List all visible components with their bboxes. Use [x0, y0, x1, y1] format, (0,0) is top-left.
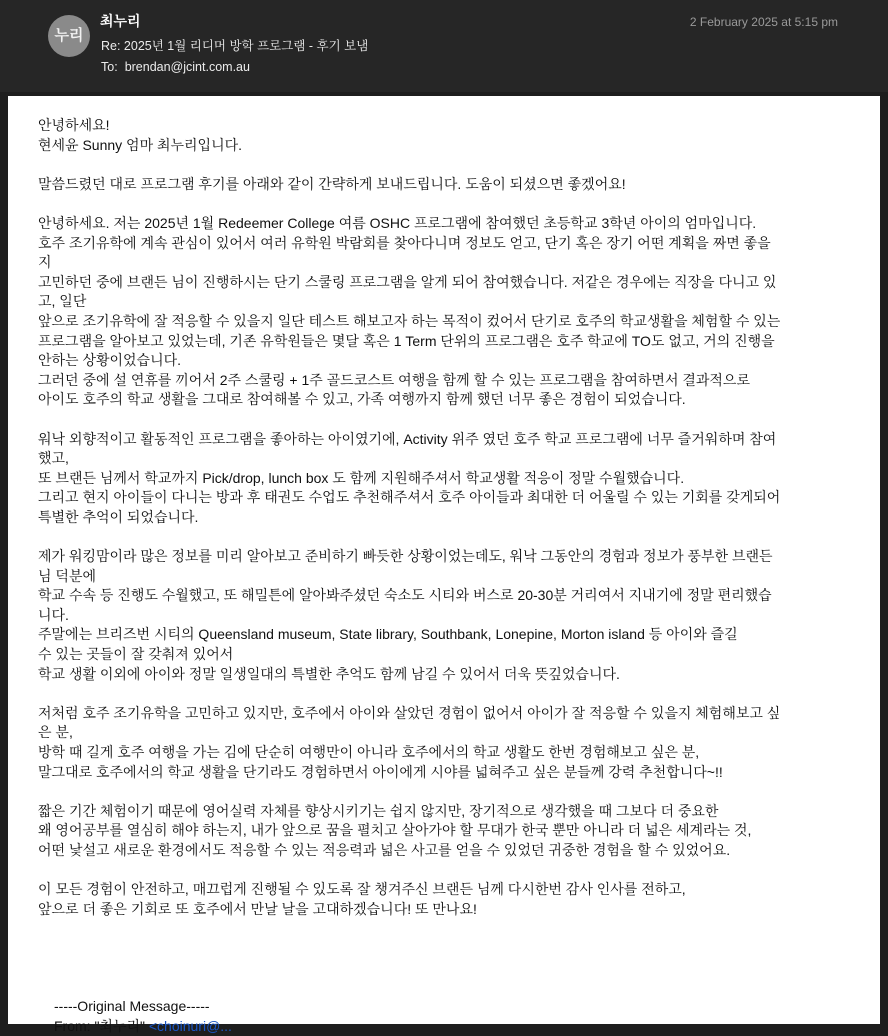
- message-line: 워낙 외향적이고 활동적인 프로그램을 좋아하는 아이였기에, Activity 위주 였던 호주 학교 프로그램에 너무 즐거워하며 참여: [38, 430, 777, 447]
- message-line: 말씀드렸던 대로 프로그램 후기를 아래와 같이 간략하게 보내드립니다. 도움이 되셨으면 좋겠어요!: [38, 175, 626, 192]
- message-line: 말그대로 호주에서의 학교 생활을 단기라도 경험하면서 아이에게 시야를 넓혀주고 싶은 분들께 강력 추천합니다~!!: [38, 763, 723, 780]
- original-from-line: [54, 1016, 232, 1036]
- message-paragraph: [38, 214, 850, 410]
- message-paragraph: [38, 430, 850, 528]
- original-from-name: "최누리": [94, 1018, 145, 1034]
- message-line: 방학 때 길게 호주 여행을 가는 김에 단순히 여행만이 아니라 호주에서의 학교 생활도 한번 경험해보고 싶은 분,: [38, 744, 700, 760]
- message-line: 아이도 호주의 학교 생활을 그대로 참여해볼 수 있고, 가족 여행까지 함께 했던 너무 좋은 경험이 되었습니다.: [38, 391, 686, 408]
- message-line: 왜 영어공부를 열심히 해야 하는지, 내가 앞으로 꿈을 펼치고 살아가야 할 무대가 한국 뿐만 아니라 더 넓은 세계라는 것,: [38, 822, 752, 839]
- message-line: 특별한 추억이 되었습니다.: [38, 508, 199, 525]
- message-line: 님 덕분에: [38, 567, 96, 584]
- original-message-divider: -----Original Message-----: [54, 998, 210, 1014]
- message-line: 지: [38, 254, 52, 271]
- message-text: [38, 116, 850, 939]
- message-line: 학교 생활 이외에 아이와 정말 일생일대의 특별한 추억도 함께 남길 수 있어서 더욱 뜻깊었습니다.: [38, 665, 620, 682]
- message-line: 니다.: [38, 606, 69, 623]
- message-line: 호주 조기유학에 계속 관심이 있어서 여러 유학원 박람회를 찾아다니며 정보도 얻고, 단기 혹은 장기 어떤 계획을 짜면 좋을: [38, 234, 771, 251]
- email-header: [0, 0, 888, 92]
- message-line: 그리고 현지 아이들이 다니는 방과 후 태권도 수업도 추천해주셔서 호주 아이들과 최대한 더 어울릴 수 있는 기회를 갖게되어: [38, 489, 781, 506]
- message-line: 또 브랜든 님께서 학교까지 Pick/drop, lunch box 도 함께 지원해주셔서 학교생활 적응이 정말 수월했습니다.: [38, 469, 685, 486]
- message-line: 안녕하세요!: [38, 117, 110, 133]
- message-line: 프로그램을 알아보고 있었는데, 기존 유학원들은 몇달 혹은 1 Term 단위의 프로그램은 호주 학교에 TO도 없고, 거의 진행을: [38, 332, 775, 349]
- message-paragraph: [38, 175, 850, 195]
- message-line: 제가 워킹맘이라 많은 정보를 미리 알아보고 준비하기 빠듯한 상황이었는데도, 워낙 그동안의 경험과 정보가 풍부한 브랜든: [38, 548, 773, 565]
- message-paragraph: [38, 116, 850, 155]
- email-date: 2 February 2025 at 5:15 pm: [689, 15, 838, 29]
- message-paragraph: [38, 547, 850, 684]
- message-line: 안하는 상황이었습니다.: [38, 352, 182, 369]
- message-line: 주말에는 브리즈번 시티의 Queensland museum, State library, Southbank, Lonepine, Morton island 등 아이와 즐길: [38, 626, 738, 643]
- message-line: 은 분,: [38, 724, 73, 741]
- message-paragraph: [38, 704, 850, 782]
- message-paragraph: [38, 880, 850, 919]
- message-line: 학교 수속 등 진행도 수월했고, 또 해밀튼에 알아봐주셨던 숙소도 시티와 버스로 20-30분 거리여서 지내기에 정말 편리했습: [38, 587, 772, 604]
- message-line: 그러던 중에 설 연휴를 끼어서 2주 스쿨링 + 1주 골드코스트 여행을 함께 할 수 있는 프로그램을 참여하면서 결과적으로: [38, 371, 750, 388]
- to-label: To:: [101, 60, 118, 74]
- message-line: 이 모든 경험이 안전하고, 매끄럽게 진행될 수 있도록 잘 챙겨주신 브랜든 님께 다시한번 감사 인사를 전하고,: [38, 881, 686, 898]
- recipient-address[interactable]: brendan@jcint.com.au: [124, 60, 250, 74]
- original-from-label: From:: [54, 1018, 91, 1034]
- recipient-line: [101, 60, 250, 74]
- message-line: 앞으로 더 좋은 기회로 또 호주에서 만날 날을 고대하겠습니다! 또 만나요!: [38, 900, 477, 917]
- original-from-link[interactable]: <choinuri@...: [148, 1018, 232, 1034]
- sender-avatar: 누리: [48, 15, 90, 57]
- message-line: 고, 일단: [38, 293, 87, 310]
- message-line: 짧은 기간 체험이기 때문에 영어실력 자체를 향상시키기는 쉽지 않지만, 장기적으로 생각했을 때 그보다 더 중요한: [38, 802, 719, 819]
- message-line: 현세윤 Sunny 엄마 최누리입니다.: [38, 136, 243, 153]
- message-line: 했고,: [38, 450, 69, 467]
- message-line: 고민하던 중에 브랜든 님이 진행하시는 단기 스쿨링 프로그램을 알게 되어 참여했습니다. 저같은 경우에는 직장을 다니고 있: [38, 273, 777, 290]
- sender-name[interactable]: 최누리: [100, 13, 141, 29]
- email-subject: Re: 2025년 1월 리디머 방학 프로그램 - 후기 보냄: [101, 39, 369, 53]
- message-line: 수 있는 곳들이 잘 갖춰져 있어서: [38, 646, 234, 663]
- email-body: [8, 96, 880, 1034]
- message-paragraph: [38, 802, 850, 861]
- message-line: 앞으로 조기유학에 잘 적응할 수 있을지 일단 테스트 해보고자 하는 목적이 컸어서 단기로 호주의 학교생활을 체험할 수 있는: [38, 312, 781, 329]
- message-line: 어떤 낯설고 새로운 환경에서도 적응할 수 있는 적응력과 넓은 사고를 얻을 수 있었던 귀중한 경험을 할 수 있었어요.: [38, 841, 731, 858]
- message-line: 저처럼 호주 조기유학을 고민하고 있지만, 호주에서 아이와 살았던 경험이 없어서 아이가 잘 적응할 수 있을지 체험해보고 싶: [38, 704, 781, 721]
- message-line: 안녕하세요. 저는 2025년 1월 Redeemer College 여름 OSHC 프로그램에 참여했던 초등학교 3학년 아이의 엄마입니다.: [38, 214, 757, 231]
